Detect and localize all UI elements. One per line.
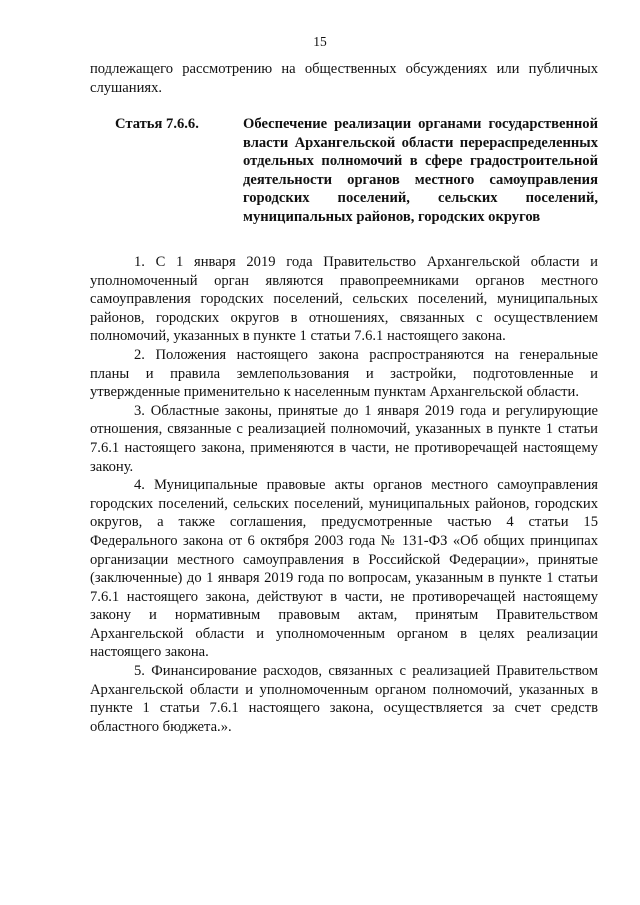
paragraph-1: 1. С 1 января 2019 года Правительство Архангельской области и уполномоченный орган являются правопреемниками органов местного самоуправления городских поселений, сельских поселений, муниципальных районов, городских округов в отношениях, связанных с осуществлением полномочий, указанных в пункте 1 статьи 7.6.1 настоящего закона. xyxy=(90,254,598,345)
paragraph-3: 3. Областные законы, принятые до 1 января 2019 года и регулирующие отношения, связанные с реализацией полномочий, указанных в пункте 1 статьи 7.6.1 настоящего закона, применяются в части, не противоречащей настоящему закону. xyxy=(90,402,598,475)
paragraph-5: 5. Финансирование расходов, связанных с реализацией Правительством Архангельской области и уполномоченным органом полномочий, указанных в пункте 1 статьи 7.6.1 настоящего закона, осуществляется за счет средств областного бюджета.». xyxy=(90,663,598,735)
continuation-text: подлежащего рассмотрению на общественных обсуждениях или публичных слушаниях. xyxy=(90,61,598,96)
article-title: Обеспечение реализации органами государственной власти Архангельской области перераспределенных отдельных полномочий в сфере градостроительной деятельности органов местного самоуправления городских поселений, сельских поселений, муниципальных районов, городских округов xyxy=(243,116,598,225)
article-body xyxy=(90,253,598,736)
page-number: 15 xyxy=(313,34,327,49)
article-number: Статья 7.6.6. xyxy=(115,116,199,132)
paragraph-4: 4. Муниципальные правовые акты органов местного самоуправления городских поселений, сельских поселений, муниципальных районов, городских округов, а также соглашения, предусмотренные частью 4 статьи 15 Федерального закона от 6 октября 2003 года № 131-ФЗ «Об общих принципах организации местного самоуправления в Российской Федерации», принятые (заключенные) до 1 января 2019 года по вопросам, указанным в пункте 1 статьи 7.6.1 настоящего закона, действуют в части, не противоречащей настоящему закону и нормативным правовым актам, принятым Правительством Архангельской области и уполномоченным органом в целях реализации настоящего закона. xyxy=(90,477,598,661)
paragraph-2: 2. Положения настоящего закона распространяются на генеральные планы и правила землепользования и застройки, подготовленные и утвержденные применительно к населенным пунктам Архангельской области. xyxy=(90,346,598,401)
